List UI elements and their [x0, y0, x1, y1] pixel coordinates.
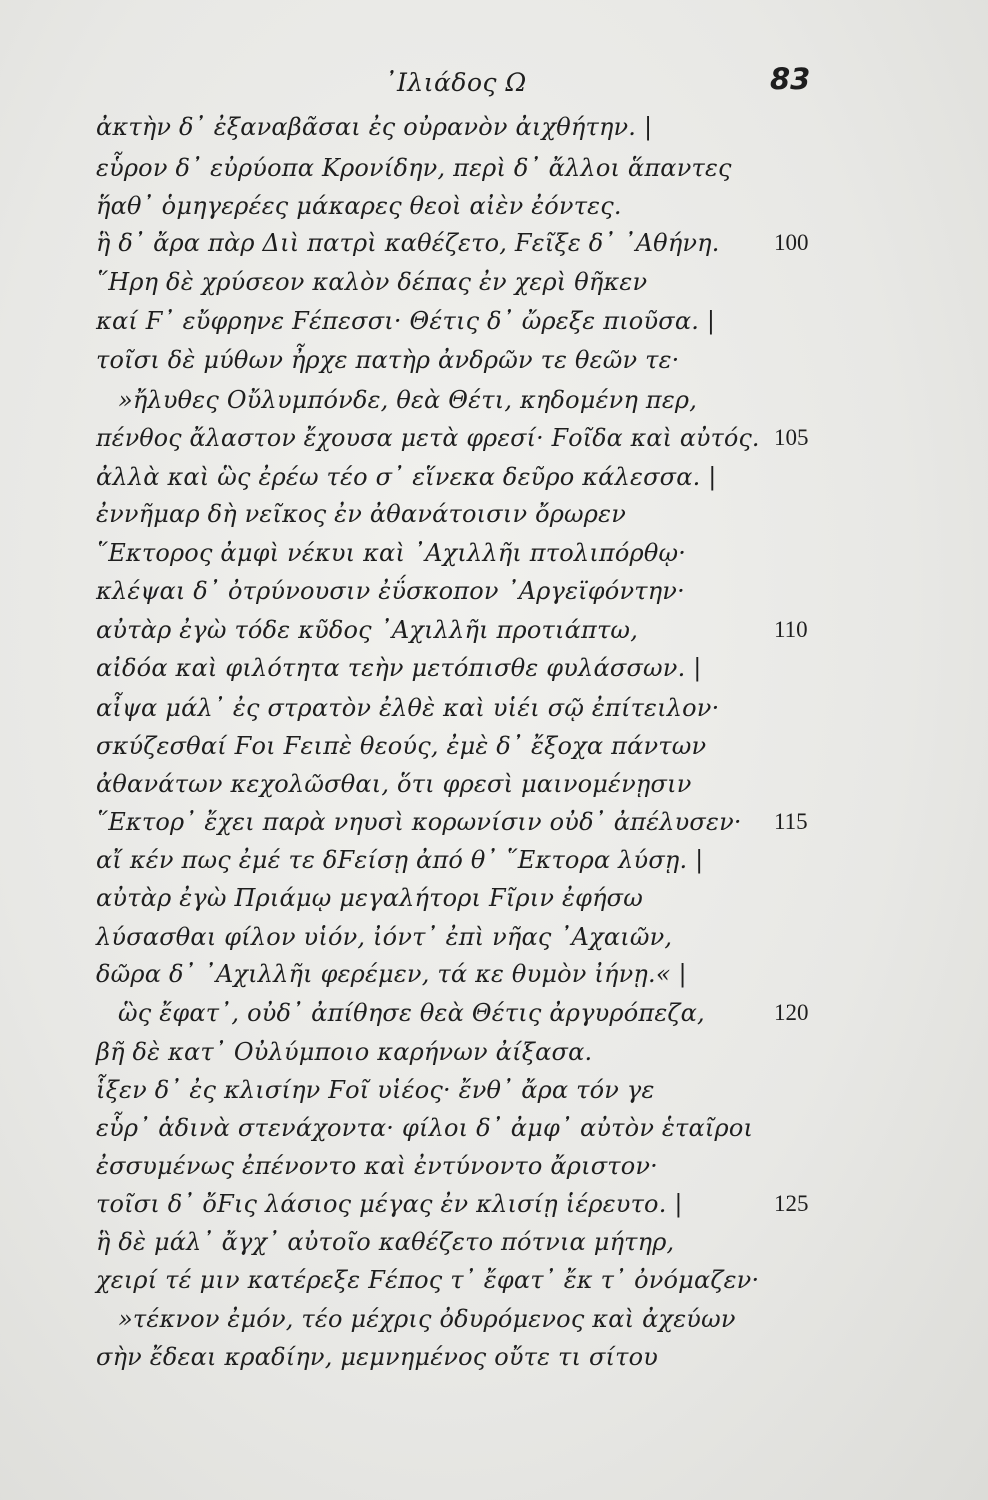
verse-line: ἀθανάτων κεχολῶσθαι, ὅτι φρεσὶ μαινομένῃσιν: [96, 770, 692, 798]
verse-line: ῞Εκτορος ἀμφὶ νέκυι καὶ ᾿Αχιλλῆι πτολιπόρθῳ·: [96, 539, 687, 567]
verse-line: αὐτὰρ ἐγὼ τόδε κῦδος ᾿Αχιλλῆι προτιάπτω,: [96, 616, 639, 644]
line-number: 100: [774, 230, 809, 255]
verse-line: αἴ κέν πως ἐμέ τε δϜείσῃ ἀπό θ᾿ ῞Εκτορα λύσῃ. |: [96, 846, 704, 874]
verse-line: ῞Εκτορ᾿ ἔχει παρὰ νηυσὶ κορωνίσιν οὐδ᾿ ἀπέλυσεν·: [96, 808, 742, 836]
verse-line: ἀκτὴν δ᾿ ἐξαναβᾶσαι ἐς οὐρανὸν ἀιχθήτην. |: [96, 113, 653, 141]
verse-line: εὗρον δ᾿ εὐρύοπα Κρονίδην, περὶ δ᾿ ἄλλοι ἅπαντες: [96, 154, 732, 182]
verse-line: αἰδόα καὶ φιλότητα τεὴν μετόπισθε φυλάσσων. |: [96, 654, 702, 682]
verse-line: ῞Ηρη δὲ χρύσεον καλὸν δέπας ἐν χερὶ θῆκεν: [96, 268, 648, 296]
verse-line: ἥαθ᾿ ὁμηγερέες μάκαρες θεοὶ αἰὲν ἐόντες.: [96, 192, 622, 220]
verse-line: ἣ δ᾿ ἄρα πὰρ Διὶ πατρὶ καθέζετο, Ϝεῖξε δ᾿ ᾿Αθήνη.: [96, 229, 720, 257]
verse-line: ἷξεν δ᾿ ἐς κλισίην Ϝοῖ υἱέος· ἔνθ᾿ ἄρα τόν γε: [96, 1076, 655, 1104]
verse-line: αὐτὰρ ἐγὼ Πριάμῳ μεγαλήτορι Ϝῖριν ἐφήσω: [96, 884, 644, 912]
verse-line: ὣς ἔφατ᾿, οὐδ᾿ ἀπίθησε θεὰ Θέτις ἀργυρόπεζα,: [118, 999, 705, 1027]
page-number: 83: [770, 62, 811, 96]
verse-line: σὴν ἔδεαι κραδίην, μεμνημένος οὔτε τι σίτου: [96, 1343, 659, 1371]
verse-line: λύσασθαι φίλον υἱόν, ἰόντ᾿ ἐπὶ νῆας ᾿Αχαιῶν,: [96, 923, 673, 951]
verse-line: »τέκνον ἐμόν, τέο μέχρις ὀδυρόμενος καὶ ἀχεύων: [118, 1305, 736, 1333]
verse-line: κλέψαι δ᾿ ὀτρύνουσιν ἐΰσκοπον ᾿Αργεϊφόντην·: [96, 577, 685, 605]
line-number: 115: [774, 809, 808, 834]
running-title: ᾿Ιλιάδος Ω: [384, 68, 527, 97]
verse-line: εὗρ᾿ ἁδινὰ στενάχοντα· φίλοι δ᾿ ἀμφ᾿ αὐτὸν ἑταῖροι: [96, 1114, 754, 1142]
line-number: 105: [774, 425, 809, 450]
verse-line: τοῖσι δὲ μύθων ἦρχε πατὴρ ἀνδρῶν τε θεῶν τε·: [96, 346, 680, 374]
line-number: 125: [774, 1191, 809, 1216]
verse-line: βῆ δὲ κατ᾿ Οὐλύμποιο καρήνων ἀίξασα.: [96, 1038, 593, 1066]
verse-line: αἶψα μάλ᾿ ἐς στρατὸν ἐλθὲ καὶ υἱέι σῷ ἐπίτειλον·: [96, 694, 720, 722]
verse-line: ἣ δὲ μάλ᾿ ἄγχ᾿ αὐτοῖο καθέζετο πότνια μήτηρ,: [96, 1228, 675, 1256]
line-number: 120: [774, 1000, 809, 1025]
verse-line: χειρί τέ μιν κατέρεξε Ϝέπος τ᾿ ἔφατ᾿ ἔκ τ᾿ ὀνόμαζεν·: [96, 1266, 760, 1294]
verse-line: τοῖσι δ᾿ ὄϜις λάσιος μέγας ἐν κλισίῃ ἱέρευτο. |: [96, 1190, 683, 1218]
verse-line: ἀλλὰ καὶ ὣς ἐρέω τέο σ᾿ εἵνεκα δεῦρο κάλεσσα. |: [96, 463, 717, 491]
verse-line: ἐννῆμαρ δὴ νεῖκος ἐν ἀθανάτοισιν ὄρωρεν: [96, 500, 626, 528]
verse-line: σκύζεσθαί Ϝοι Ϝειπὲ θεούς, ἐμὲ δ᾿ ἔξοχα πάντων: [96, 732, 707, 760]
verse-line: »ἤλυθες Οὔλυμπόνδε, θεὰ Θέτι, κηδομένη περ,: [118, 386, 698, 414]
verse-line: καί Ϝ᾿ εὔφρηνε Ϝέπεσσι· Θέτις δ᾿ ὤρεξε πιοῦσα. |: [96, 307, 716, 335]
verse-line: πένθος ἄλαστον ἔχουσα μετὰ φρεσί· Ϝοῖδα καὶ αὐτός.: [96, 424, 760, 452]
verse-line: δῶρα δ᾿ ᾿Αχιλλῆι φερέμεν, τά κε θυμὸν ἰήνῃ.« |: [96, 960, 687, 988]
verse-line: ἐσσυμένως ἐπένοντο καὶ ἐντύνοντο ἄριστον·: [96, 1152, 659, 1180]
line-number: 110: [774, 617, 808, 642]
